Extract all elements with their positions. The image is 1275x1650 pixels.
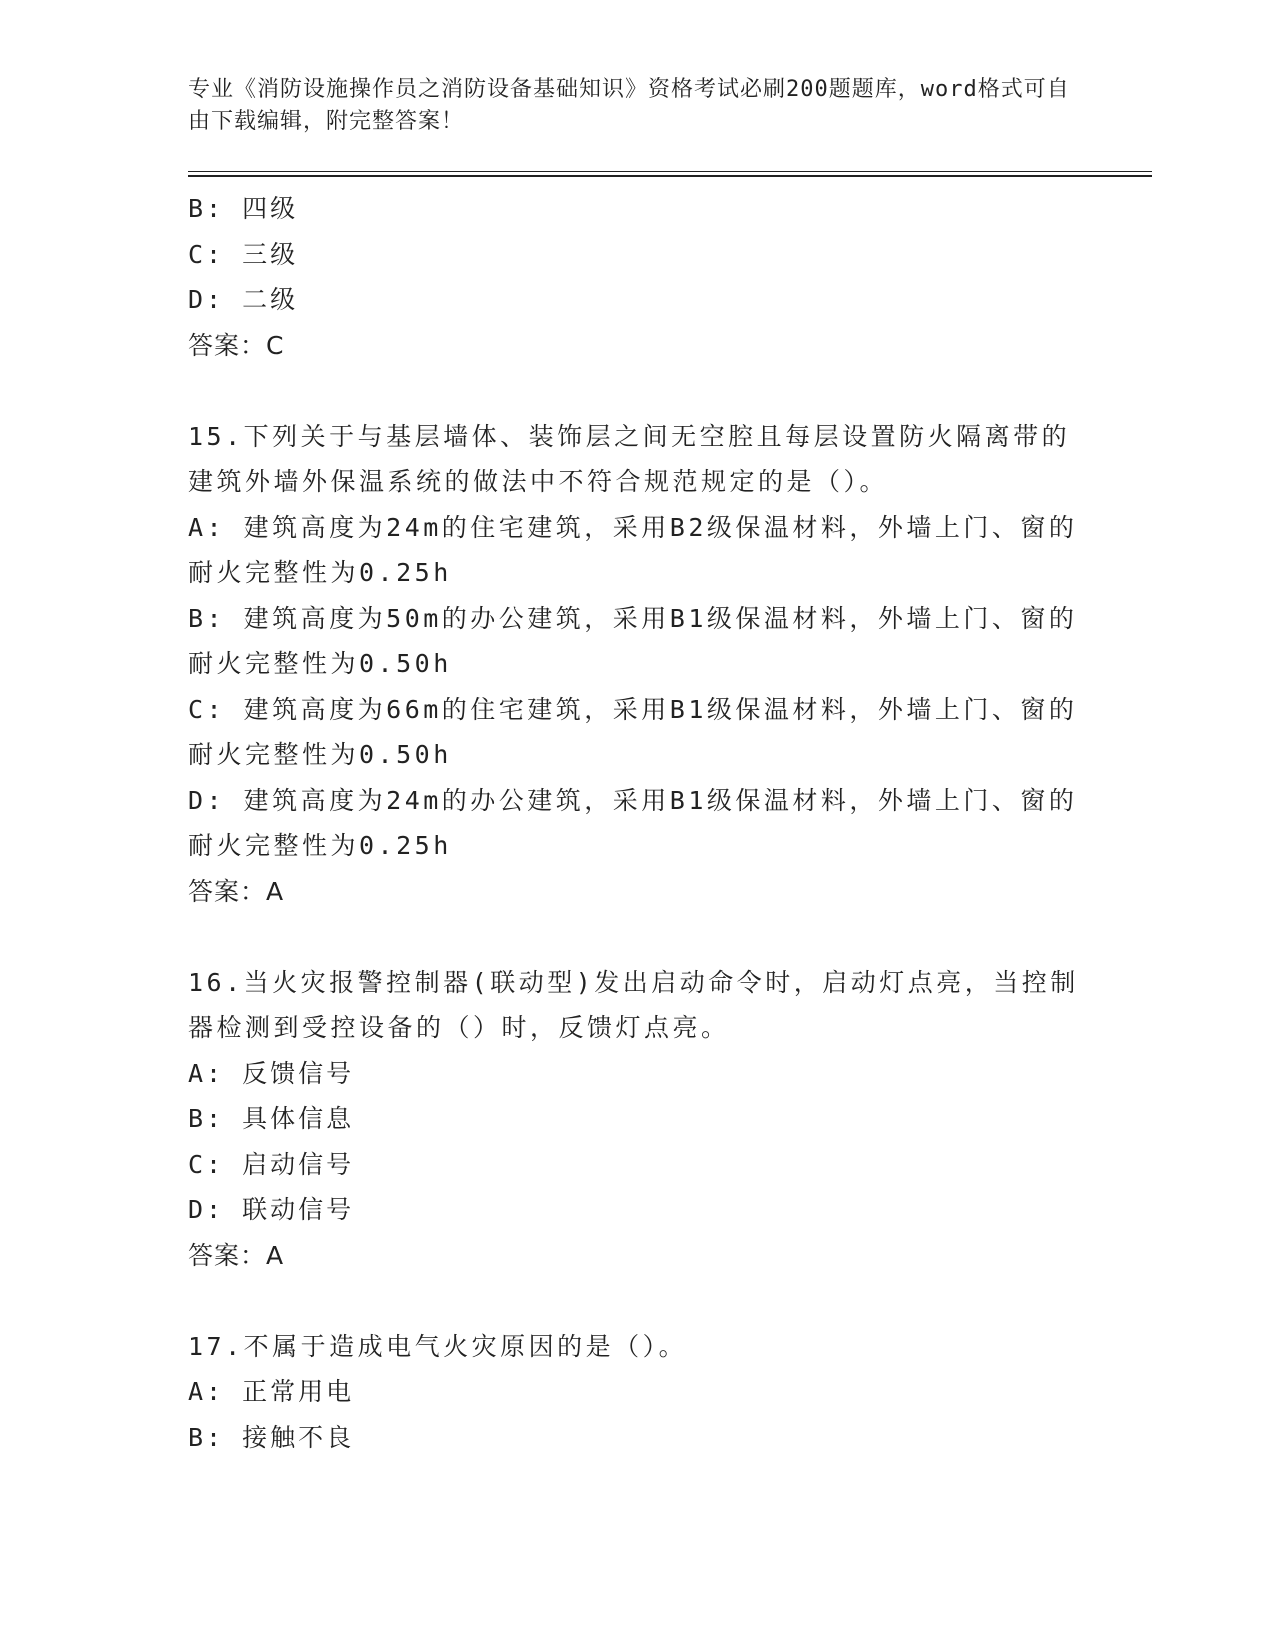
answer-line: 答案：C <box>188 330 285 360</box>
option-a: A: 建筑高度为24m的住宅建筑，采用B2级保温材料，外墙上门、窗的耐火完整性为0.25h <box>188 512 1078 587</box>
document-body <box>188 186 1088 1460</box>
option-a: A: 正常用电 <box>188 1377 355 1406</box>
spacer <box>188 914 1088 960</box>
question-17-block <box>188 1324 1088 1461</box>
question-16-block <box>188 960 1088 1279</box>
prev-question-block <box>188 186 1088 368</box>
answer-line: 答案：A <box>188 1240 285 1270</box>
spacer <box>188 1278 1088 1324</box>
question-stem: 16.当火灾报警控制器(联动型)发出启动命令时，启动灯点亮，当控制器检测到受控设备的（）时，反馈灯点亮。 <box>188 967 1079 1042</box>
option-b: B: 四级 <box>188 194 299 223</box>
question-stem: 17.不属于造成电气火灾原因的是（）。 <box>188 1331 688 1361</box>
header-rule-thick <box>188 175 1152 177</box>
option-a: A: 反馈信号 <box>188 1058 355 1088</box>
option-d: D: 二级 <box>188 285 299 314</box>
header-rule-thin <box>188 171 1152 172</box>
option-b: B: 接触不良 <box>188 1422 355 1452</box>
option-b: B: 具体信息 <box>188 1104 355 1133</box>
option-c: C: 建筑高度为66m的住宅建筑，采用B1级保温材料，外墙上门、窗的耐火完整性为0.50h <box>188 694 1078 769</box>
spacer <box>188 368 1088 414</box>
option-d: D: 联动信号 <box>188 1195 355 1224</box>
question-15-block <box>188 414 1088 915</box>
option-c: C: 三级 <box>188 239 299 269</box>
answer-line: 答案：A <box>188 876 285 906</box>
document-header: 专业《消防设施操作员之消防设备基础知识》资格考试必刷200题题库，word格式可自由下载编辑，附完整答案！ <box>188 77 1070 134</box>
question-stem: 15.下列关于与基层墙体、装饰层之间无空腔且每层设置防火隔离带的建筑外墙外保温系统的做法中不符合规范规定的是（）。 <box>188 421 1071 496</box>
option-d: D: 建筑高度为24m的办公建筑，采用B1级保温材料，外墙上门、窗的耐火完整性为0.25h <box>188 785 1078 860</box>
option-b: B: 建筑高度为50m的办公建筑，采用B1级保温材料，外墙上门、窗的耐火完整性为0.50h <box>188 603 1078 678</box>
option-c: C: 启动信号 <box>188 1149 355 1179</box>
